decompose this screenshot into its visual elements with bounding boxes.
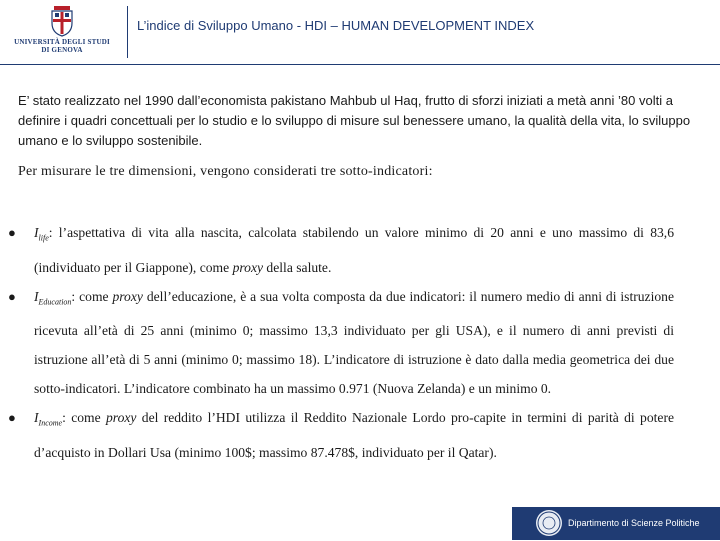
university-name-line1: UNIVERSITÀ DEGLI STUDI	[14, 38, 110, 46]
university-name-line2: DI GENOVA	[41, 46, 83, 54]
bullet-income	[8, 403, 674, 467]
header-rule	[0, 64, 720, 65]
university-logo	[6, 4, 118, 60]
indicator-subscript: life	[38, 233, 49, 243]
bullet-text: : come	[62, 410, 106, 426]
bullet-italic: proxy	[112, 288, 143, 304]
bullet-education	[8, 282, 674, 404]
indicator-symbol: I	[34, 225, 39, 240]
bullet-italic: proxy	[232, 259, 264, 275]
bullet-text: del reddito l’HDI utilizza il Reddito Nazionale Lordo pro-capite in termini di parità di potere d’acquisto in Dollari Usa (minimo 100$; massimo 87.478$, individuato per il Qatar).	[34, 410, 675, 461]
indicator-subscript: Income	[38, 419, 63, 429]
bullet-dot-icon: ●	[8, 225, 16, 240]
slide-title: L’indice di Sviluppo Umano - HDI – HUMAN DEVELOPMENT INDEX	[137, 18, 535, 33]
footer-bar	[512, 507, 720, 540]
measure-sentence: Per misurare le tre dimensioni, vengono considerati tre sotto-indicatori:	[18, 164, 433, 179]
bullet-text: dell’educazione, è a sua volta composta da due indicatori: il numero medio di anni di istruzione ricevuta all’età di 25 anni (minimo 0; massimo 13,3 individuato per gli USA), e il numero di anni previsti di istruzione all’età di 5 anni (minimo 0; massimo 18). L’indicatore di istruzione è dato dalla media geometrica dei due sotto-indicatori. L’indicatore combinato ha un massimo 0.971 (Nuova Zelanda) e un minimo 0.	[34, 288, 674, 397]
header-divider	[127, 6, 128, 58]
indicator-symbol: I	[34, 410, 39, 426]
department-name: Dipartimento di Scienze Politiche	[568, 518, 700, 528]
header	[0, 0, 720, 62]
bullet-text: della salute.	[263, 259, 332, 275]
bullet-dot-icon: ●	[8, 288, 16, 304]
bullet-life	[8, 218, 674, 282]
indicator-symbol: I	[34, 288, 39, 304]
bullet-dot-icon: ●	[8, 410, 16, 426]
bullet-text: : l’aspettativa di vita alla nascita, calcolata stabilendo un valore minimo di 20 anni e uno massimo di 83,6 (individuato per il Giappone), come	[34, 225, 674, 275]
intro-paragraph: E’ stato realizzato nel 1990 dall’economista pakistano Mahbub ul Haq, frutto di sforzi iniziati a metà anni ’80 volti a definire i quadri concettuali per lo studio e lo sviluppo di misure sul benessere umano, la qualità della vita, lo sviluppo umano e lo sviluppo sostenibile.	[18, 93, 691, 148]
bullet-text: : come	[71, 288, 113, 304]
indicator-subscript: Education	[38, 297, 72, 307]
university-crest-icon	[45, 4, 79, 38]
indicator-list	[8, 218, 674, 467]
department-seal-icon	[536, 510, 562, 536]
bullet-italic: proxy	[105, 410, 137, 426]
